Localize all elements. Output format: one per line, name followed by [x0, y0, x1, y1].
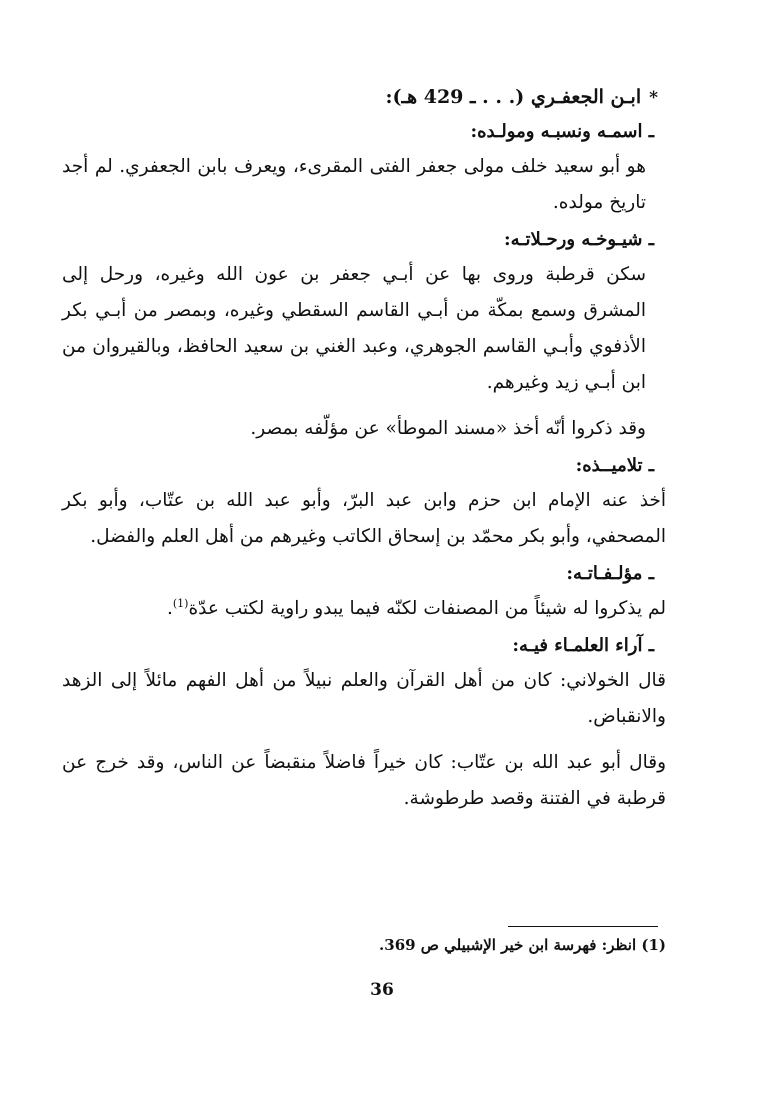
section-heading-teachers: ـ شيـوخـه ورحـلاتـه:	[503, 229, 654, 250]
paragraph-students: أخذ عنه الإمام ابن حزم وابن عبد البرّ، وأبو عبد الله بن عتّاب، وأبو بكر المصحفي، وأبو بكر محمّد بن إسحاق الكاتب وغيرهم من أهل العلم والفضل.	[62, 490, 666, 547]
footnote: (1) انظر: فهرسة ابن خير الإشبيلي ص 369.	[379, 936, 666, 954]
page-number: 36	[370, 980, 394, 1000]
paragraph-khawlani: قال الخولاني: كان من أهل القرآن والعلم نبيلاً من أهل الفهم مائلاً إلى الزهد والانقباض.	[62, 670, 666, 727]
footnote-divider	[508, 926, 658, 927]
paragraph-name: هو أبو سعيد خلف مولى جعفر الفتى المقرىء، ويعرف بابن الجعفري. لم أجد تاريخ مولده.	[62, 156, 646, 213]
entry-bullet: *	[649, 88, 658, 108]
footnote-marker: (1)	[172, 596, 189, 610]
paragraph-muwatta: وقد ذكروا أنّه أخذ «مسند الموطأ» عن مؤلّفه بمصر.	[250, 418, 646, 439]
section-heading-name: ـ اسمـه ونسبـه ومولـده:	[470, 121, 654, 142]
paragraph-teachers: سكن قرطبة وروى بها عن أبـي جعفر بن عون الله وغيره، ورحل إلى المشرق وسمع بمكّة من أبـي القاسم السقطي وغيره، وبمصر من أبـي بكر الأذفوي وأبـي القاسم الجوهري، وعبد الغني بن سعيد الحافظ، وبالقيروان من ابن أبـي زيد وغيرهم.	[62, 264, 646, 393]
section-heading-works: ـ مؤلـفـاتـه:	[566, 563, 654, 584]
section-heading-opinions: ـ آراء العلمـاء فيـه:	[512, 635, 654, 656]
paragraph-works	[62, 591, 666, 627]
paragraph-works-text: لم يذكروا له شيئاً من المصنفات لكنّه فيما يبدو راوية لكتب عدّة	[188, 598, 666, 619]
entry-title	[62, 82, 666, 113]
paragraph-ibn-attab: وقال أبو عبد الله بن عتّاب: كان خيراً فاضلاً منقبضاً عن الناس، وقد خرج عن قرطبة في الفتنة وقصد طرطوشة.	[62, 752, 666, 809]
paragraph-works-punct: .	[166, 598, 173, 619]
section-heading-students: ـ تلاميــذه:	[575, 455, 654, 476]
main-text	[62, 82, 666, 817]
entry-title-text: ابـن الجعفـري (. . . ـ 429 هـ):	[385, 86, 642, 108]
